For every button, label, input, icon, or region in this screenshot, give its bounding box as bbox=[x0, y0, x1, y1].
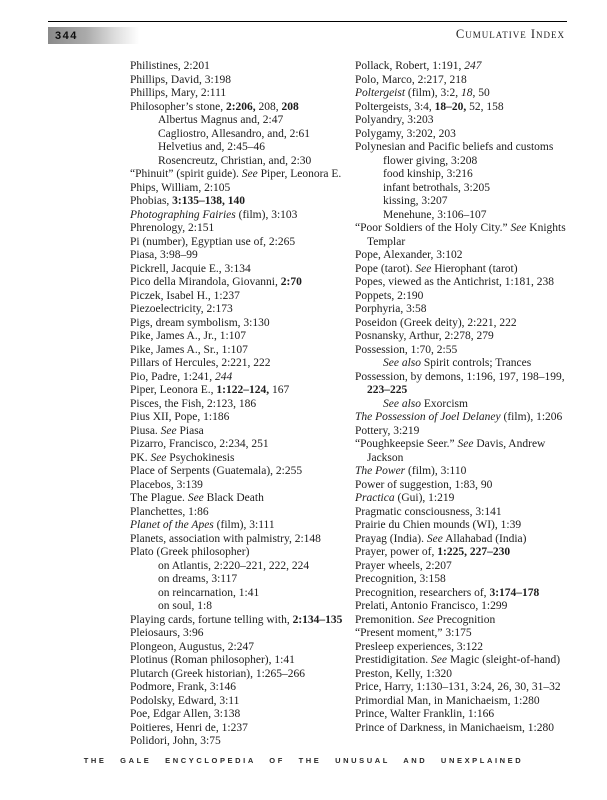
index-entry bbox=[130, 249, 350, 263]
entry-text: Piper, Leonora E. bbox=[257, 168, 342, 180]
index-entry bbox=[355, 398, 585, 412]
index-entry bbox=[355, 708, 585, 722]
index-entry bbox=[355, 101, 585, 115]
entry-text: Planet of the Apes bbox=[130, 519, 214, 531]
index-entry bbox=[355, 479, 585, 493]
entry-text: Templar bbox=[367, 235, 406, 248]
index-entry bbox=[355, 141, 585, 155]
entry-text: Piasa bbox=[176, 424, 204, 437]
entry-text: Prayer, power of, bbox=[355, 546, 438, 558]
entry-text: Pleiosaurs, 3:96 bbox=[130, 627, 204, 639]
index-entry bbox=[130, 276, 350, 290]
entry-text: Pragmatic consciousness, 3:141 bbox=[355, 505, 502, 518]
entry-text: Possession, by demons, 1:196, 197, 198–199, bbox=[355, 370, 565, 383]
entry-text: Black Death bbox=[203, 492, 264, 504]
entry-text: Piper, Leonora E., bbox=[130, 384, 217, 396]
entry-text: Poitieres, Henri de, 1:237 bbox=[130, 721, 248, 734]
entry-text: 2:134–135 bbox=[292, 613, 343, 626]
index-entry bbox=[355, 506, 585, 520]
entry-text: Prayag (India). bbox=[355, 532, 427, 545]
entry-text: Menehune, 3:106–107 bbox=[383, 208, 487, 221]
entry-text: Cagliostro, Allesandro, and, 2:61 bbox=[158, 127, 311, 140]
entry-text: Placebos, 3:139 bbox=[130, 478, 203, 491]
entry-text: Pizarro, Francisco, 2:234, 251 bbox=[130, 438, 269, 450]
index-entry bbox=[130, 627, 350, 641]
index-entry bbox=[130, 182, 350, 196]
index-entry bbox=[355, 168, 585, 182]
entry-text: The Plague. bbox=[130, 492, 188, 504]
index-entry bbox=[130, 735, 350, 749]
index-entry bbox=[130, 87, 350, 101]
index-entry bbox=[130, 141, 350, 155]
index-entry bbox=[130, 128, 350, 142]
entry-text: Poe, Edgar Allen, 3:138 bbox=[130, 708, 241, 720]
index-entry bbox=[130, 668, 350, 682]
entry-text: Polynesian and Pacific beliefs and customs bbox=[355, 141, 554, 153]
entry-text: Podmore, Frank, 3:146 bbox=[130, 681, 237, 693]
entry-text: Pope (tarot). bbox=[355, 262, 416, 275]
index-entry bbox=[355, 533, 585, 547]
entry-text: Pico della Mirandola, Giovanni, bbox=[130, 276, 281, 288]
index-entry bbox=[355, 681, 585, 695]
entry-text: 2:206, bbox=[225, 100, 256, 113]
index-entry bbox=[355, 357, 585, 371]
index-entry bbox=[130, 492, 350, 506]
index-column bbox=[355, 60, 585, 735]
entry-text: Primordial Man, in Manichaeism, 1:280 bbox=[355, 694, 540, 707]
index-entry bbox=[355, 465, 585, 479]
entry-text: See bbox=[187, 492, 204, 504]
index-entry bbox=[130, 546, 350, 560]
index-entry bbox=[355, 384, 585, 398]
index-entry bbox=[130, 290, 350, 304]
index-entry bbox=[355, 276, 585, 290]
entry-text: Piczek, Isabel H., 1:237 bbox=[130, 289, 240, 302]
index-entry bbox=[355, 60, 585, 74]
entry-text: Pickrell, Jacquie E., 3:134 bbox=[130, 262, 251, 275]
entry-text: Pike, James A., Jr., 1:107 bbox=[130, 330, 246, 342]
entry-text: Pio, Padre, 1:241, bbox=[130, 370, 215, 383]
entry-text: “Phinuit” (spirit guide). bbox=[130, 168, 242, 180]
entry-text: on reincarnation, 1:41 bbox=[158, 586, 260, 599]
entry-text: See bbox=[150, 451, 167, 464]
index-entry bbox=[130, 155, 350, 169]
entry-text: Phillips, Mary, 2:111 bbox=[130, 87, 227, 99]
entry-text: See bbox=[415, 262, 432, 275]
entry-text: Pollack, Robert, 1:191, bbox=[355, 60, 465, 72]
index-entry bbox=[130, 654, 350, 668]
entry-text: Phrenology, 2:151 bbox=[130, 222, 215, 234]
entry-text: 247 bbox=[464, 60, 482, 72]
entry-text: Porphyria, 3:58 bbox=[355, 303, 427, 315]
entry-text: “Poor Soldiers of the Holy City.” bbox=[355, 222, 511, 234]
entry-text: See bbox=[426, 532, 443, 545]
index-entry bbox=[355, 155, 585, 169]
entry-text: Pottery, 3:219 bbox=[355, 424, 420, 437]
entry-text: Spirit controls; Trances bbox=[421, 357, 532, 369]
index-entry bbox=[130, 681, 350, 695]
entry-text: Plato (Greek philosopher) bbox=[130, 546, 250, 558]
entry-text: Prelati, Antonio Francisco, 1:299 bbox=[355, 600, 508, 612]
header-rule bbox=[48, 21, 567, 22]
index-entry bbox=[355, 641, 585, 655]
entry-text: See bbox=[241, 168, 258, 180]
entry-text: Photographing Fairies bbox=[130, 208, 236, 221]
index-entry bbox=[355, 330, 585, 344]
index-entry bbox=[130, 560, 350, 574]
entry-text: Playing cards, fortune telling with, bbox=[130, 613, 293, 626]
index-entry bbox=[355, 236, 585, 250]
index-entry bbox=[355, 425, 585, 439]
entry-text: 52, 158 bbox=[466, 100, 504, 113]
entry-text: Preston, Kelly, 1:320 bbox=[355, 667, 452, 680]
index-entry bbox=[355, 452, 585, 466]
index-entry bbox=[355, 87, 585, 101]
entry-text: food kinship, 3:216 bbox=[383, 168, 473, 180]
index-entry bbox=[355, 627, 585, 641]
index-entry bbox=[355, 668, 585, 682]
entry-text: “Poughkeepsie Seer.” bbox=[355, 438, 458, 450]
entry-text: Psychokinesis bbox=[166, 451, 235, 464]
entry-text: Precognition, 3:158 bbox=[355, 573, 446, 585]
entry-text: Premonition. bbox=[355, 613, 418, 626]
entry-text: “Present moment,” 3:175 bbox=[355, 627, 472, 639]
index-entry bbox=[355, 371, 585, 385]
index-entry bbox=[130, 587, 350, 601]
entry-text: Prestidigitation. bbox=[355, 654, 432, 666]
entry-text: Philistines, 2:201 bbox=[130, 60, 210, 72]
entry-text: Plongeon, Augustus, 2:247 bbox=[130, 640, 254, 653]
entry-text: See bbox=[457, 438, 474, 450]
entry-text: Prince, Walter Franklin, 1:166 bbox=[355, 708, 495, 720]
index-entry bbox=[130, 263, 350, 277]
index-entry bbox=[355, 182, 585, 196]
index-entry bbox=[130, 209, 350, 223]
index-entry bbox=[130, 195, 350, 209]
index-entry bbox=[355, 411, 585, 425]
index-entry bbox=[130, 533, 350, 547]
entry-text: (Gui), 1:219 bbox=[394, 492, 455, 504]
index-entry bbox=[355, 249, 585, 263]
entry-text: The Power bbox=[355, 465, 406, 477]
entry-text: Planchettes, 1:86 bbox=[130, 505, 209, 518]
index-entry bbox=[130, 101, 350, 115]
entry-text: Polo, Marco, 2:217, 218 bbox=[355, 73, 467, 86]
entry-text: Exorcism bbox=[421, 397, 468, 410]
entry-text: flower giving, 3:208 bbox=[383, 154, 478, 167]
entry-text: The Possession of Joel Delaney bbox=[355, 411, 501, 423]
entry-text: See bbox=[417, 613, 434, 626]
index-column bbox=[130, 60, 350, 749]
entry-text: Pisces, the Fish, 2:123, 186 bbox=[130, 397, 257, 410]
entry-text: Pigs, dream symbolism, 3:130 bbox=[130, 316, 270, 329]
entry-text: Prayer wheels, 2:207 bbox=[355, 559, 452, 572]
entry-text: Practica bbox=[355, 492, 395, 504]
entry-text: Poppets, 2:190 bbox=[355, 289, 424, 302]
entry-text: Podolsky, Edward, 3:11 bbox=[130, 694, 240, 707]
entry-text: Pope, Alexander, 3:102 bbox=[355, 249, 463, 261]
entry-text: Phips, William, 2:105 bbox=[130, 181, 231, 194]
index-entry bbox=[130, 411, 350, 425]
entry-text: 1:225, 227–230 bbox=[437, 546, 511, 558]
index-entry bbox=[130, 479, 350, 493]
index-entry bbox=[130, 60, 350, 74]
entry-text: infant betrothals, 3:205 bbox=[383, 181, 490, 194]
index-entry bbox=[355, 438, 585, 452]
running-head: Cumulative Index bbox=[455, 27, 565, 41]
entry-text: Knights bbox=[526, 222, 566, 234]
index-entry bbox=[130, 425, 350, 439]
index-entry bbox=[130, 465, 350, 479]
entry-text: Popes, viewed as the Antichrist, 1:181, 238 bbox=[355, 276, 554, 288]
index-entry bbox=[130, 506, 350, 520]
entry-text: 244 bbox=[214, 370, 233, 383]
entry-text: Presleep experiences, 3:122 bbox=[355, 640, 484, 653]
entry-text: Pillars of Hercules, 2:221, 222 bbox=[130, 357, 271, 369]
entry-text: Power of suggestion, 1:83, 90 bbox=[355, 478, 493, 491]
index-entry bbox=[130, 519, 350, 533]
entry-text: Phobias, bbox=[130, 195, 173, 207]
index-entry bbox=[355, 263, 585, 277]
index-entry bbox=[355, 654, 585, 668]
index-entry bbox=[130, 74, 350, 88]
index-entry bbox=[355, 195, 585, 209]
index-entry bbox=[355, 722, 585, 736]
index-entry bbox=[130, 573, 350, 587]
index-entry bbox=[130, 303, 350, 317]
index-entry bbox=[355, 344, 585, 358]
footer-title: THE GALE ENCYCLOPEDIA OF THE UNUSUAL AND UNEXPLAINED bbox=[83, 756, 524, 765]
index-entry bbox=[130, 452, 350, 466]
entry-text: Poseidon (Greek deity), 2:221, 222 bbox=[355, 316, 517, 329]
entry-text: See bbox=[510, 222, 527, 234]
entry-text: , 50 bbox=[472, 87, 490, 99]
index-entry bbox=[130, 236, 350, 250]
index-entry bbox=[355, 209, 585, 223]
entry-text: Piezoelectricity, 2:173 bbox=[130, 303, 233, 315]
entry-text: Allahabad (India) bbox=[442, 532, 527, 545]
entry-text: Polyandry, 3:203 bbox=[355, 114, 434, 126]
entry-text: Davis, Andrew bbox=[473, 438, 546, 450]
index-entry bbox=[355, 600, 585, 614]
entry-text: Prairie du Chien mounds (WI), 1:39 bbox=[355, 519, 522, 531]
index-entry bbox=[355, 290, 585, 304]
entry-text: 223–225 bbox=[367, 384, 408, 396]
entry-text: Phillips, David, 3:198 bbox=[130, 73, 231, 86]
index-entry bbox=[355, 519, 585, 533]
index-entry bbox=[130, 222, 350, 236]
entry-text: Planets, association with palmistry, 2:148 bbox=[130, 532, 321, 545]
entry-text: 18–20, bbox=[434, 100, 467, 113]
entry-text: Jackson bbox=[367, 451, 404, 464]
entry-text: Magic (sleight-of-hand) bbox=[447, 654, 561, 666]
entry-text: Prince of Darkness, in Manichaeism, 1:280 bbox=[355, 721, 554, 734]
index-entry bbox=[355, 695, 585, 709]
entry-text: Price, Harry, 1:130–131, 3:24, 26, 30, 31–32 bbox=[355, 681, 561, 693]
entry-text: See also bbox=[383, 357, 422, 369]
entry-text: on soul, 1:8 bbox=[158, 600, 212, 612]
index-entry bbox=[130, 695, 350, 709]
index-entry bbox=[130, 600, 350, 614]
entry-text: Pike, James A., Sr., 1:107 bbox=[130, 343, 248, 356]
entry-text: Polygamy, 3:202, 203 bbox=[355, 127, 456, 140]
index-entry bbox=[130, 708, 350, 722]
entry-text: 208 bbox=[281, 100, 299, 113]
entry-text: Pi (number), Egyptian use of, 2:265 bbox=[130, 235, 296, 248]
page-number-box bbox=[48, 27, 144, 44]
index-entry bbox=[130, 722, 350, 736]
index-entry bbox=[130, 317, 350, 331]
entry-text: See bbox=[431, 654, 447, 666]
entry-text: Plotinus (Roman philosopher), 1:41 bbox=[130, 654, 295, 666]
entry-text: (film), 1:206 bbox=[500, 411, 563, 423]
entry-text: PK. bbox=[130, 451, 151, 464]
index-entry bbox=[130, 641, 350, 655]
index-entry bbox=[355, 317, 585, 331]
index-entry bbox=[130, 614, 350, 628]
index-entry bbox=[130, 438, 350, 452]
entry-text: Precognition, researchers of, bbox=[355, 586, 490, 599]
entry-text: 3:174–178 bbox=[489, 586, 540, 599]
entry-text: (film), 3:111 bbox=[213, 519, 275, 531]
entry-text: on Atlantis, 2:220–221, 222, 224 bbox=[158, 559, 310, 572]
entry-text: (film), 3:2, bbox=[405, 87, 461, 99]
index-entry bbox=[355, 546, 585, 560]
entry-text: Posnansky, Arthur, 2:278, 279 bbox=[355, 330, 494, 342]
entry-text: Albertus Magnus and, 2:47 bbox=[158, 114, 284, 126]
entry-text: Possession, 1:70, 2:55 bbox=[355, 343, 458, 356]
entry-text: See also bbox=[383, 397, 422, 410]
index-entry bbox=[130, 371, 350, 385]
index-entry bbox=[355, 614, 585, 628]
index-entry bbox=[130, 398, 350, 412]
index-entry bbox=[130, 344, 350, 358]
index-entry bbox=[355, 222, 585, 236]
index-entry bbox=[130, 168, 350, 182]
entry-text: Hierophant (tarot) bbox=[431, 262, 518, 275]
entry-text: Philosopher’s stone, bbox=[130, 100, 226, 113]
entry-text: Precognition bbox=[433, 613, 496, 626]
index-entry bbox=[355, 492, 585, 506]
entry-text: kissing, 3:207 bbox=[383, 195, 448, 207]
entry-text: 18 bbox=[460, 87, 473, 99]
entry-text: Plutarch (Greek historian), 1:265–266 bbox=[130, 667, 306, 680]
entry-text: 3:135–138, 140 bbox=[172, 195, 246, 207]
index-entry bbox=[355, 573, 585, 587]
entry-text: Poltergeists, 3:4, bbox=[355, 100, 435, 113]
index-entry bbox=[130, 330, 350, 344]
entry-text: Helvetius and, 2:45–46 bbox=[158, 141, 265, 153]
index-entry bbox=[355, 560, 585, 574]
entry-text: Place of Serpents (Guatemala), 2:255 bbox=[130, 465, 303, 477]
entry-text: on dreams, 3:117 bbox=[158, 573, 238, 585]
entry-text: Polidori, John, 3:75 bbox=[130, 735, 221, 747]
index-entry bbox=[355, 74, 585, 88]
index-entry bbox=[130, 384, 350, 398]
page-number: 344 bbox=[55, 29, 78, 42]
entry-text: Piusa. bbox=[130, 424, 161, 437]
entry-text: 167 bbox=[269, 384, 290, 396]
entry-text: Rosencreutz, Christian, and, 2:30 bbox=[158, 154, 312, 167]
entry-text: (film), 3:110 bbox=[405, 465, 467, 477]
index-entry bbox=[130, 357, 350, 371]
entry-text: 208, bbox=[255, 100, 282, 113]
entry-text: 2:70 bbox=[280, 276, 302, 288]
entry-text: 1:122–124, bbox=[216, 384, 270, 396]
index-entry bbox=[355, 128, 585, 142]
index-entry bbox=[130, 114, 350, 128]
entry-text: (film), 3:103 bbox=[235, 208, 298, 221]
index-entry bbox=[355, 303, 585, 317]
index-entry bbox=[355, 114, 585, 128]
index-entry bbox=[355, 587, 585, 601]
entry-text: Piasa, 3:98–99 bbox=[130, 249, 198, 261]
entry-text: Pius XII, Pope, 1:186 bbox=[130, 411, 230, 423]
entry-text: See bbox=[160, 424, 177, 437]
entry-text: Poltergeist bbox=[355, 87, 406, 99]
